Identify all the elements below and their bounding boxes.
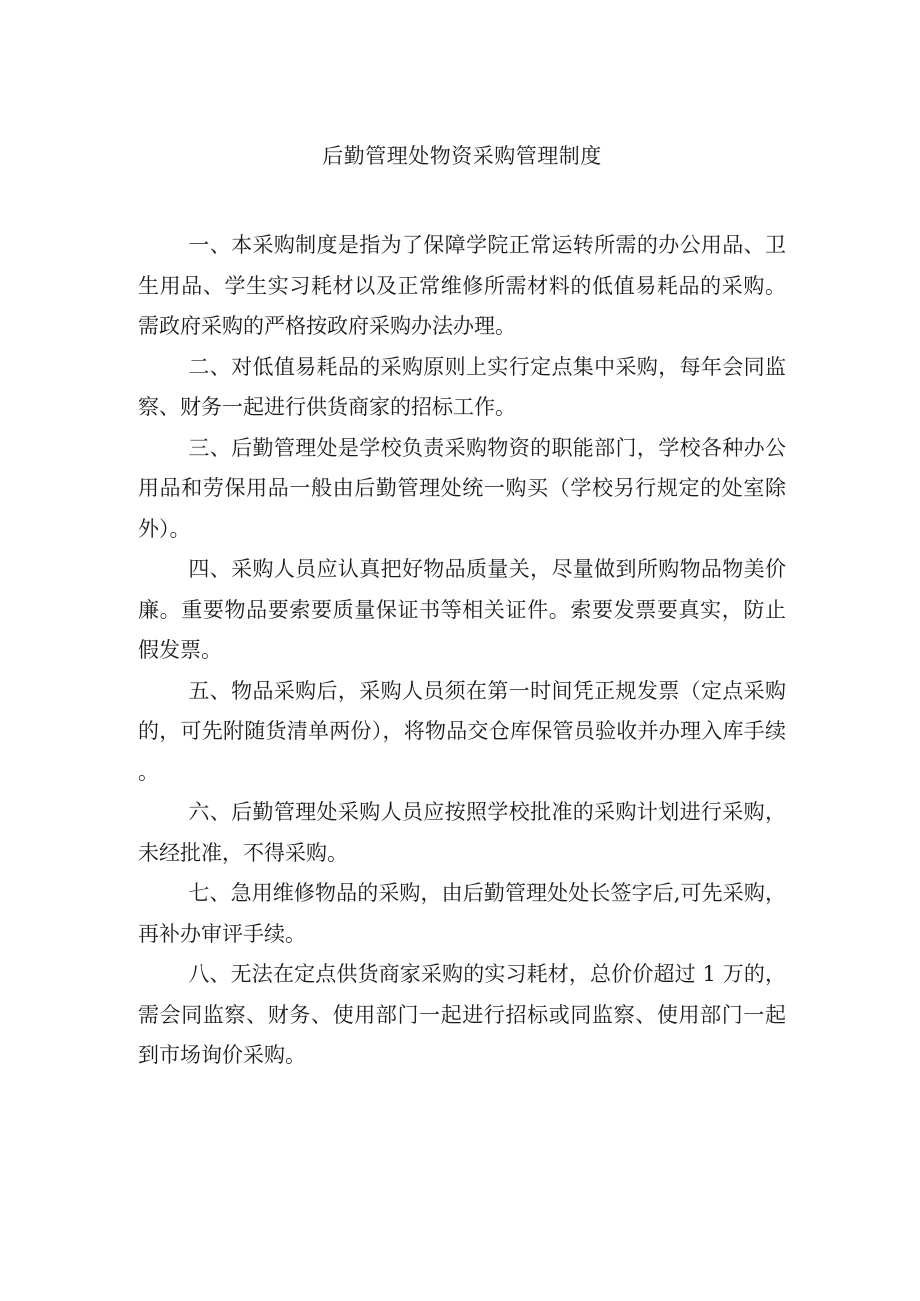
paragraph-4: 四、采购人员应认真把好物品质量关，尽量做到所购物品物美价廉。重要物品要索要质量保证书等相关证件。索要发票要真实，防止假发票。	[138, 557, 786, 662]
paragraph-2: 二、对低值易耗品的采购原则上实行定点集中采购，每年会同监察、财务一起进行供货商家的招标工作。	[138, 354, 786, 419]
paragraph-1: 一、本采购制度是指为了保障学院正常运转所需的办公用品、卫生用品、学生实习耗材以及正常维修所需材料的低值易耗品的采购。需政府采购的严格按政府采购办法办理。	[138, 233, 786, 338]
paragraph-6: 六、后勤管理处采购人员应按照学校批准的采购计划进行采购，未经批准，不得采购。	[138, 800, 786, 865]
paragraph-3: 三、后勤管理处是学校负责采购物资的职能部门，学校各种办公用品和劳保用品一般由后勤管理处统一购买（学校另行规定的处室除外）。	[138, 435, 786, 541]
paragraph-8: 八、无法在定点供货商家采购的实习耗材，总价价超过 1 万的，需会同监察、财务、使用部门一起进行招标或同监察、使用部门一起到市场询价采购。	[138, 962, 786, 1067]
paragraph-5: 五、物品采购后，采购人员须在第一时间凭正规发票（定点采购的，可先附随货清单两份），将物品交仓库保管员验收并办理入库手续。	[138, 678, 786, 784]
document-body	[138, 225, 786, 1076]
document-title: 后勤管理处物资采购管理制度	[322, 144, 602, 168]
paragraph-7: 七、急用维修物品的采购，由后勤管理处处长签字后,可先采购，再补办审评手续。	[138, 881, 786, 946]
